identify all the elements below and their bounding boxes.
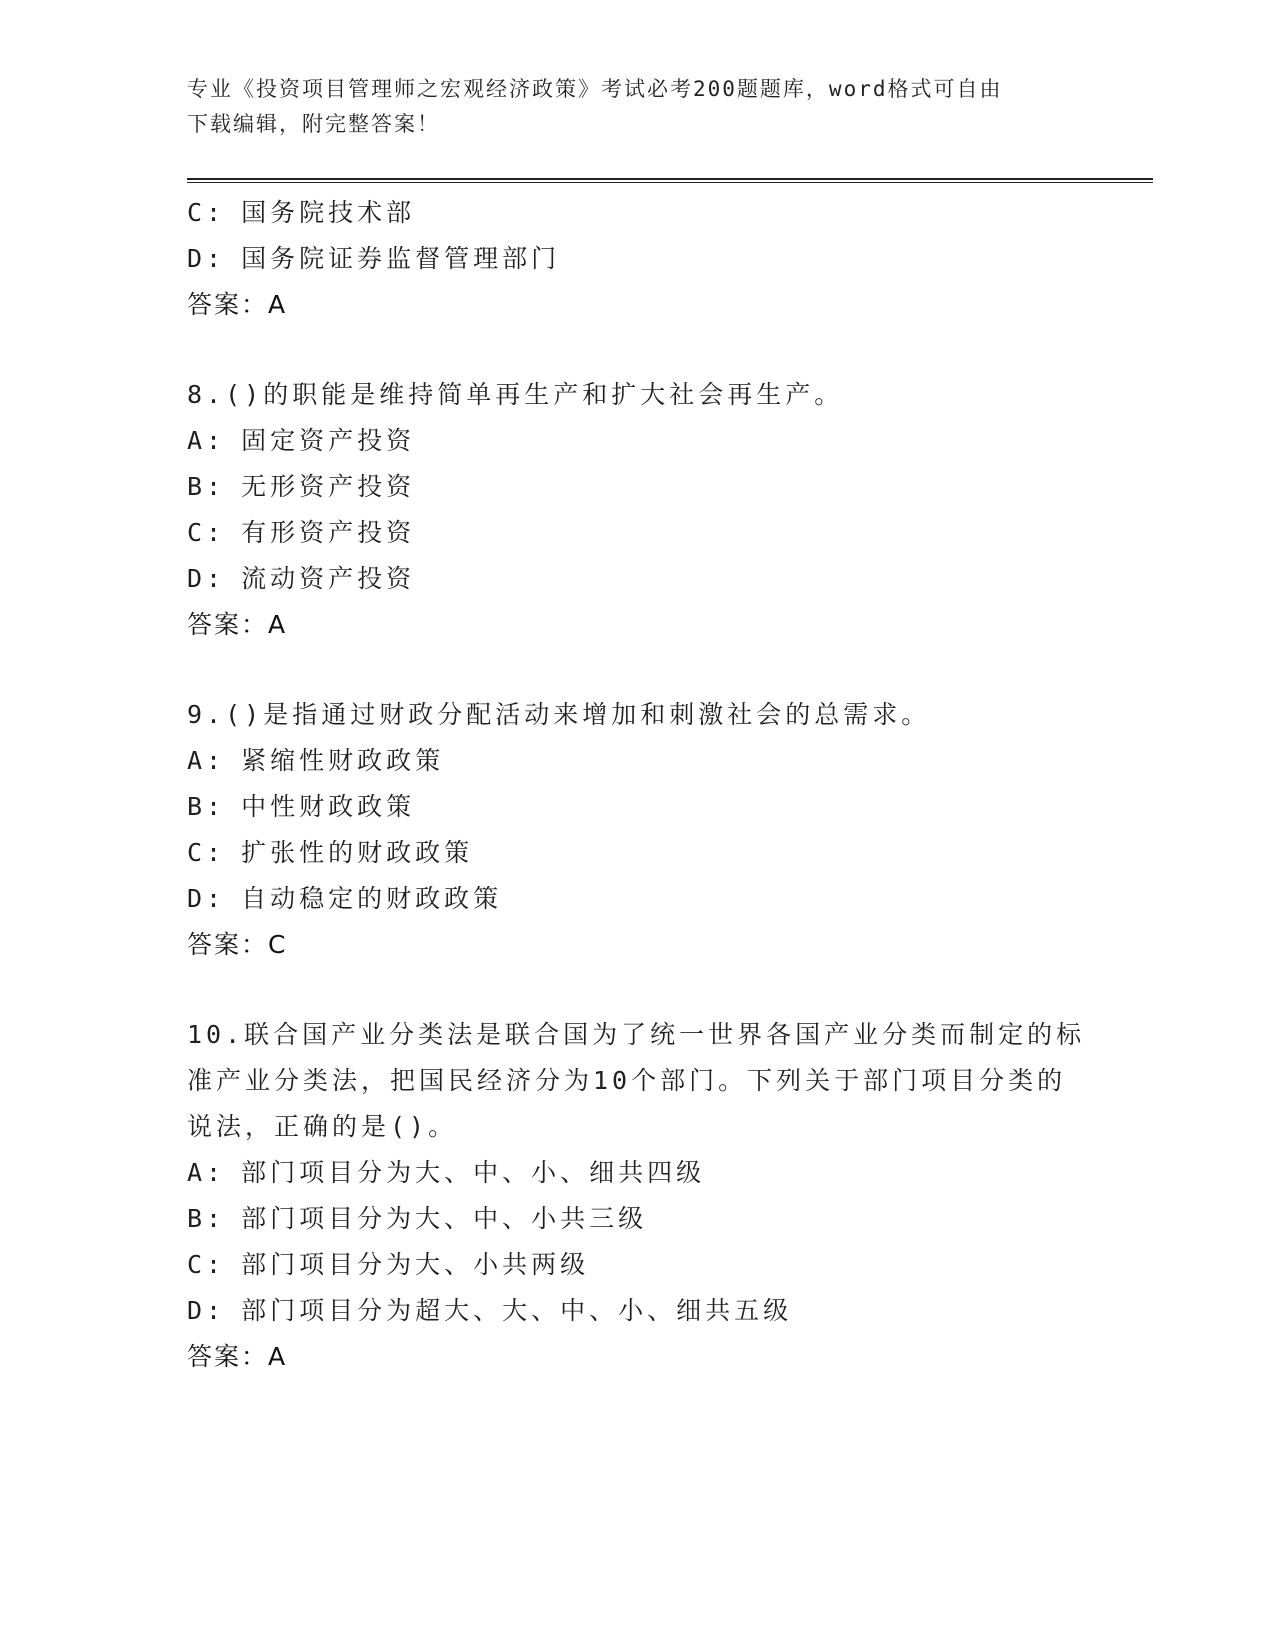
option-text: 部门项目分为大、中、小共三级 xyxy=(241,1204,648,1233)
option-text: 无形资产投资 xyxy=(241,472,416,501)
option-a xyxy=(187,418,1087,464)
option-letter: C: xyxy=(187,198,226,227)
option-text: 国务院证券监督管理部门 xyxy=(241,244,561,273)
question-stem-line-1: 10.联合国产业分类法是联合国为了统一世界各国产业分类而制定的标 xyxy=(187,1020,1086,1049)
option-text: 扩张性的财政政策 xyxy=(241,838,474,867)
option-text: 部门项目分为超大、大、中、小、细共五级 xyxy=(241,1296,793,1325)
option-d xyxy=(187,876,1087,922)
question-list xyxy=(187,190,1087,1380)
option-letter: A: xyxy=(187,746,226,775)
answer-line: 答案：A xyxy=(187,1342,288,1371)
option-b xyxy=(187,784,1087,830)
option-text: 中性财政政策 xyxy=(241,792,416,821)
document-header xyxy=(187,72,1087,142)
option-c xyxy=(187,190,1087,236)
option-d xyxy=(187,556,1087,602)
option-c xyxy=(187,830,1087,876)
option-a xyxy=(187,1150,1087,1196)
option-text: 国务院技术部 xyxy=(241,198,416,227)
option-text: 部门项目分为大、小共两级 xyxy=(241,1250,590,1279)
option-text: 紧缩性财政政策 xyxy=(241,746,445,775)
header-line-2: 下载编辑，附完整答案！ xyxy=(187,112,440,136)
option-letter: C: xyxy=(187,838,226,867)
option-c xyxy=(187,510,1087,556)
question-block-9 xyxy=(187,692,1087,968)
option-a xyxy=(187,738,1087,784)
answer-line: 答案：C xyxy=(187,930,288,959)
header-divider-thick xyxy=(187,178,1153,180)
option-text: 部门项目分为大、中、小、细共四级 xyxy=(241,1158,706,1187)
answer-line: 答案：A xyxy=(187,610,288,639)
option-letter: B: xyxy=(187,1204,226,1233)
option-letter: B: xyxy=(187,472,226,501)
option-text: 流动资产投资 xyxy=(241,564,416,593)
option-letter: B: xyxy=(187,792,226,821)
header-line-1: 专业《投资项目管理师之宏观经济政策》考试必考200题题库，word格式可自由 xyxy=(187,77,1003,101)
header-divider-thin xyxy=(187,182,1153,183)
option-text: 有形资产投资 xyxy=(241,518,416,547)
question-stem-line-2: 准产业分类法，把国民经济分为10个部门。下列关于部门项目分类的 xyxy=(187,1066,1067,1095)
question-block-10 xyxy=(187,1012,1087,1380)
option-letter: C: xyxy=(187,1250,226,1279)
option-b xyxy=(187,464,1087,510)
option-b xyxy=(187,1196,1087,1242)
option-letter: A: xyxy=(187,426,226,455)
question-stem-line-3: 说法，正确的是()。 xyxy=(187,1112,458,1141)
question-block-8 xyxy=(187,372,1087,648)
option-letter: D: xyxy=(187,564,226,593)
option-letter: D: xyxy=(187,1296,226,1325)
option-c xyxy=(187,1242,1087,1288)
question-stem: 9.()是指通过财政分配活动来增加和刺激社会的总需求。 xyxy=(187,700,931,729)
option-text: 固定资产投资 xyxy=(241,426,416,455)
option-letter: D: xyxy=(187,884,226,913)
option-letter: C: xyxy=(187,518,226,547)
option-d xyxy=(187,1288,1087,1334)
option-letter: A: xyxy=(187,1158,226,1187)
answer-line: 答案：A xyxy=(187,290,288,319)
option-letter: D: xyxy=(187,244,226,273)
question-block-7-tail xyxy=(187,190,1087,328)
question-stem: 8.()的职能是维持简单再生产和扩大社会再生产。 xyxy=(187,380,844,409)
option-d xyxy=(187,236,1087,282)
option-text: 自动稳定的财政政策 xyxy=(241,884,503,913)
